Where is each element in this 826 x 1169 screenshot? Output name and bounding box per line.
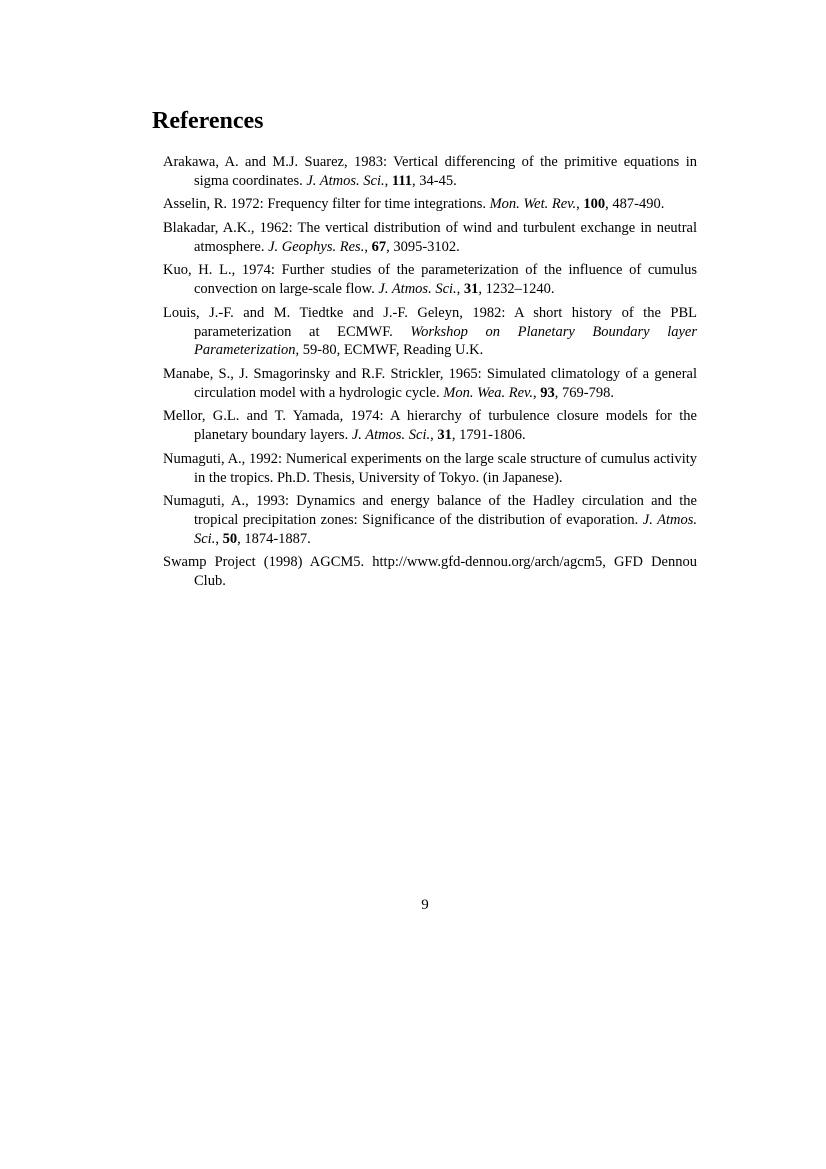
reference-segment-italic: Workshop on Planetary Boundary layer Parameterization xyxy=(194,323,697,359)
section-heading: References xyxy=(152,108,264,134)
reference-segment-normal: , xyxy=(384,172,392,189)
reference-segment-bold: 111 xyxy=(391,172,413,189)
reference-segment-normal: , xyxy=(576,196,584,213)
reference-segment-italic: J. Atmos. Sci. xyxy=(306,172,385,189)
reference-entry xyxy=(163,261,697,299)
reference-segment-normal: , xyxy=(533,384,541,401)
reference-segment-normal: , xyxy=(364,238,372,255)
reference-segment-bold: 50 xyxy=(222,530,238,547)
reference-segment-normal: , xyxy=(456,281,464,298)
reference-segment-italic: Mon. Wea. Rev. xyxy=(443,384,534,401)
reference-segment-italic: Mon. Wet. Rev. xyxy=(489,196,577,213)
reference-segment-bold: 31 xyxy=(463,281,479,298)
reference-segment-normal: , 34-45. xyxy=(412,172,457,189)
page-number: 9 xyxy=(421,897,429,913)
reference-segment-normal: , 487-490. xyxy=(605,196,665,213)
reference-segment-normal: , 769-798. xyxy=(554,384,615,401)
reference-segment-normal: Numaguti, A., 1992: Numerical experiments on the large scale structure of cumulus activity in the tropics. Ph.D. Thesis, University of Tokyo. (in Japanese). xyxy=(163,450,697,486)
reference-entry xyxy=(163,450,697,488)
reference-segment-normal: Manabe, S., J. Smagorinsky and R.F. Strickler, 1965: Simulated climatology of a general circulation model with a hydrologic cycle. xyxy=(163,365,697,401)
reference-segment-italic: J. Atmos. Sci. xyxy=(351,427,431,444)
reference-entry xyxy=(163,407,697,445)
reference-segment-normal: , xyxy=(430,427,438,444)
reference-segment-normal: Louis, J.-F. and M. Tiedtke and J.-F. Geleyn, 1982: A short history of the PBL parameterization at ECMWF. xyxy=(163,304,697,340)
reference-segment-normal: Numaguti, A., 1993: Dynamics and energy balance of the Hadley circulation and the tropical precipitation zones: Significance of the distribution of evaporation. xyxy=(163,493,697,528)
reference-entry xyxy=(163,304,697,360)
reference-segment-bold: 67 xyxy=(371,238,387,255)
reference-list xyxy=(163,153,697,591)
reference-segment-normal: Mellor, G.L. and T. Yamada, 1974: A hierarchy of turbulence closure models for the planetary boundary layers. xyxy=(163,408,697,444)
reference-entry xyxy=(163,365,697,403)
reference-entry xyxy=(163,153,697,191)
reference-entry xyxy=(163,219,697,257)
reference-segment-normal: , 59-80, ECMWF, Reading U.K. xyxy=(295,342,484,359)
reference-segment-normal: Blakadar, A.K., 1962: The vertical distribution of wind and turbulent exchange in neutral atmosphere. xyxy=(163,219,697,255)
reference-segment-bold: 100 xyxy=(583,196,606,213)
reference-segment-normal: , 3095-3102. xyxy=(386,238,460,255)
reference-segment-italic: J. Atmos. Sci. xyxy=(194,511,697,547)
reference-segment-normal: Swamp Project (1998) AGCM5. http://www.gfd-dennou.org/arch/agcm5, GFD Dennou Club. xyxy=(163,554,697,590)
reference-segment-normal: , 1232–1240. xyxy=(478,281,555,298)
page-content xyxy=(152,108,698,596)
reference-segment-normal: Kuo, H. L., 1974: Further studies of the parameterization of the influence of cumulus convection on large-scale flow. xyxy=(163,262,697,298)
reference-entry xyxy=(163,553,697,591)
reference-segment-bold: 31 xyxy=(437,427,452,444)
reference-segment-italic: J. Atmos. Sci. xyxy=(378,281,457,298)
reference-segment-italic: J. Geophys. Res. xyxy=(268,238,365,255)
reference-segment-bold: 93 xyxy=(540,384,555,401)
reference-segment-normal: , xyxy=(215,530,223,547)
reference-segment-normal: , 1791-1806. xyxy=(451,427,526,444)
reference-segment-normal: , 1874-1887. xyxy=(237,530,311,547)
reference-segment-normal: Asselin, R. 1972: Frequency filter for time integrations. xyxy=(163,196,490,213)
reference-entry xyxy=(163,492,697,548)
reference-segment-normal: Arakawa, A. and M.J. Suarez, 1983: Vertical differencing of the primitive equations in sigma coordinates. xyxy=(163,154,697,189)
reference-entry xyxy=(163,195,697,214)
